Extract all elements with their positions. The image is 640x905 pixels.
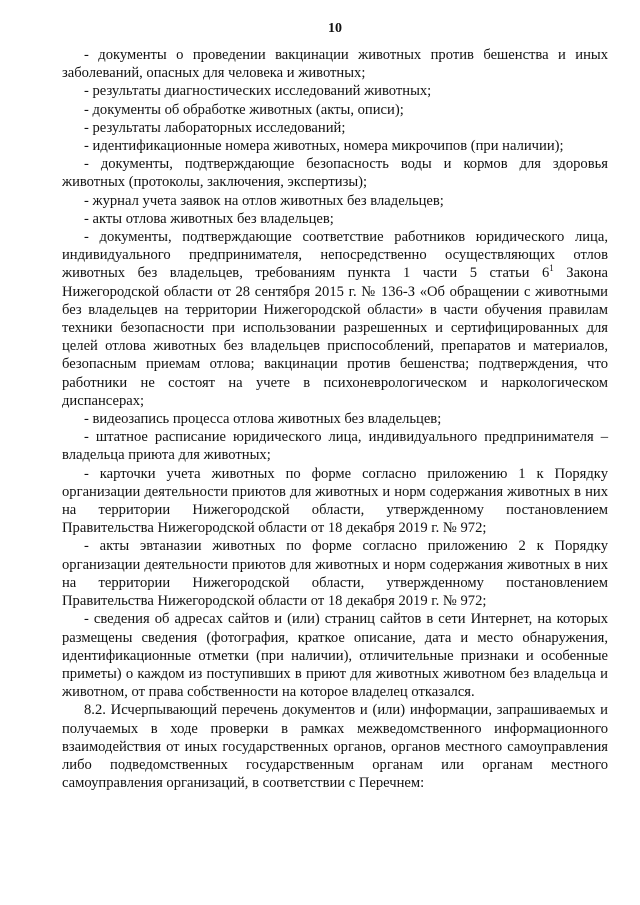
superscript-article-number: 1 bbox=[549, 263, 554, 274]
paragraph-website-info: - сведения об адресах сайтов и (или) страниц сайтов в сети Интернет, на которых размещены сведения (фотография, краткое описание, дата и место обнаружения, идентификационные отметки (при наличии), отличительные признаки и особенные приметы) о каждом из поступивших в приют для животных животном без владельца и животном, от права собственности на которое владелец отказался. bbox=[62, 611, 608, 701]
paragraph-euthanasia-acts: - акты эвтаназии животных по форме согласно приложению 2 к Порядку организации деятельности приютов для животных и норм содержания животных в них на территории Нижегородской области, утвержденному постановлением Правительства Нижегородской области от 18 декабря 2019 г. № 972; bbox=[62, 538, 608, 610]
paragraph-staff-compliance-after: Закона Нижегородской области от 28 сентября 2015 г. № 136-З «Об обращении с животными без владельцев на территории Нижегородской области» в части обучения правилам техники безопасности при использовании разрешенных и сертифицированных для целей отлова животных без владельцев приспособлений, препаратов и материалов, безопасным приемам отлова; вакцинации против бешенства; подтверждения, что работники не состоят на учете в психоневрологическом и наркологическом диспансерах; bbox=[62, 265, 608, 409]
document-page bbox=[62, 20, 608, 792]
paragraph-staff-compliance bbox=[62, 228, 608, 410]
paragraph-staff-compliance-before: - документы, подтверждающие соответствие работников юридического лица, индивидуального предпринимателя, непосредственно осуществляющих отлов животных без владельцев, требованиям пункта 1 части 5 статьи 6 bbox=[62, 229, 608, 282]
paragraph-diagnostic-results: - результаты диагностических исследований животных; bbox=[84, 83, 432, 100]
paragraph-treatment-docs: - документы об обработке животных (акты, описи); bbox=[84, 101, 404, 118]
paragraph-video-recording: - видеозапись процесса отлова животных без владельцев; bbox=[84, 411, 442, 428]
paragraph-staff-schedule: - штатное расписание юридического лица, индивидуального предпринимателя – владельца приюта для животных; bbox=[62, 429, 608, 464]
paragraph-vaccination-docs: - документы о проведении вакцинации животных против бешенства и иных заболеваний, опасных для человека и животных; bbox=[62, 47, 608, 82]
paragraph-identification-numbers: - идентификационные номера животных, номера микрочипов (при наличии); bbox=[84, 138, 564, 155]
paragraph-animal-record-cards: - карточки учета животных по форме согласно приложению 1 к Порядку организации деятельности приютов для животных и норм содержания животных в них на территории Нижегородской области, утвержденному постановлением Правительства Нижегородской области от 18 декабря 2019 г. № 972; bbox=[62, 465, 608, 537]
paragraph-water-feed-safety: - документы, подтверждающие безопасность воды и кормов для здоровья животных (протоколы, заключения, экспертизы); bbox=[62, 156, 608, 191]
paragraph-capture-acts: - акты отлова животных без владельцев; bbox=[84, 210, 334, 227]
page-number: 10 bbox=[328, 21, 342, 36]
paragraph-lab-results: - результаты лабораторных исследований; bbox=[84, 119, 346, 136]
paragraph-section-8-2: 8.2. Исчерпывающий перечень документов и (или) информации, запрашиваемых и получаемых в ходе проверки в рамках межведомственного информационного взаимодействия от иных государственных органов, органов местного самоуправления либо подведомственных государственным органам или органам местного самоуправления организаций, в соответствии с Перечнем: bbox=[62, 702, 608, 792]
paragraph-capture-requests-log: - журнал учета заявок на отлов животных без владельцев; bbox=[84, 192, 444, 209]
